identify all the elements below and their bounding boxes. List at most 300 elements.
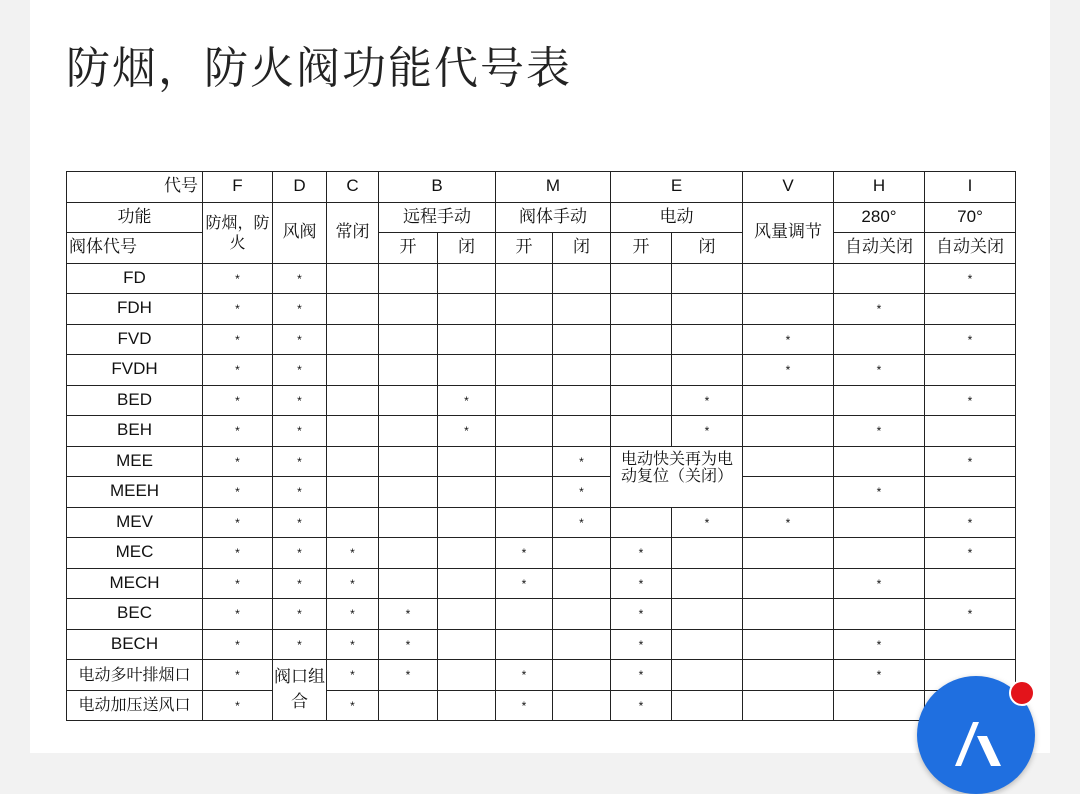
cell-i xyxy=(925,568,1016,599)
star-mark: * xyxy=(967,332,973,347)
star-mark: * xyxy=(638,637,644,652)
e-note-cell: 电动快关再为电动复位（关闭） xyxy=(611,446,743,507)
cell-h xyxy=(834,385,925,416)
row-code: MEC xyxy=(67,538,203,569)
cell-m-close xyxy=(553,629,611,660)
cell-b-close xyxy=(438,507,496,538)
cell-h xyxy=(834,538,925,569)
e-close: 闭 xyxy=(672,233,743,264)
code-label: 代号 xyxy=(67,172,203,203)
cell-b-close xyxy=(438,294,496,325)
cell-i xyxy=(925,538,1016,569)
star-mark: * xyxy=(967,271,973,286)
cell-m-close xyxy=(553,568,611,599)
row-code: BECH xyxy=(67,629,203,660)
row-code: FVD xyxy=(67,324,203,355)
star-mark: * xyxy=(235,515,240,530)
cell-h xyxy=(834,629,925,660)
star-mark: * xyxy=(967,454,973,469)
star-mark: * xyxy=(704,393,710,408)
cell-c xyxy=(327,568,379,599)
cell-i xyxy=(925,599,1016,630)
star-mark: * xyxy=(297,607,302,622)
cell-c xyxy=(327,477,379,508)
star-mark: * xyxy=(785,332,791,347)
table-row xyxy=(67,416,1016,447)
cell-d xyxy=(273,568,327,599)
cell-v xyxy=(743,477,834,508)
row-code: 电动多叶排烟口 xyxy=(67,660,203,691)
cell-b-open xyxy=(379,660,438,691)
star-mark: * xyxy=(704,424,710,439)
star-mark: * xyxy=(638,546,644,561)
cell-f xyxy=(203,477,273,508)
header-row-functions xyxy=(67,202,1016,233)
cell-h xyxy=(834,660,925,691)
cell-d xyxy=(273,294,327,325)
star-mark: * xyxy=(235,485,240,500)
cell-d xyxy=(273,263,327,294)
cell-d xyxy=(273,416,327,447)
cell-v xyxy=(743,263,834,294)
cell-i xyxy=(925,324,1016,355)
function-D: 风阀 xyxy=(273,202,327,263)
star-mark: * xyxy=(297,302,302,317)
cell-m-close xyxy=(553,507,611,538)
star-mark: * xyxy=(638,576,644,591)
star-mark: * xyxy=(297,393,302,408)
function-M: 阀体手动 xyxy=(496,202,611,233)
cell-d xyxy=(273,324,327,355)
star-mark: * xyxy=(297,485,302,500)
function-C: 常闭 xyxy=(327,202,379,263)
cell-c xyxy=(327,263,379,294)
cell-b-close xyxy=(438,538,496,569)
d-merged-cell: 阀口组合 xyxy=(273,660,327,721)
star-mark: * xyxy=(297,271,302,286)
cell-b-open xyxy=(379,294,438,325)
cell-c xyxy=(327,599,379,630)
code-H: H xyxy=(834,172,925,203)
cell-m-open xyxy=(496,568,553,599)
code-I: I xyxy=(925,172,1016,203)
star-mark: * xyxy=(350,668,355,683)
code-C: C xyxy=(327,172,379,203)
cell-h xyxy=(834,599,925,630)
cell-f xyxy=(203,538,273,569)
notification-dot xyxy=(1009,680,1035,706)
cell-e-close xyxy=(672,538,743,569)
star-mark: * xyxy=(235,607,240,622)
table-row xyxy=(67,324,1016,355)
cell-v xyxy=(743,507,834,538)
cell-m-close xyxy=(553,385,611,416)
cell-m-open xyxy=(496,538,553,569)
cell-e-close xyxy=(672,599,743,630)
cell-c xyxy=(327,690,379,721)
cell-h xyxy=(834,690,925,721)
cell-c xyxy=(327,660,379,691)
star-mark: * xyxy=(235,454,240,469)
b-close: 闭 xyxy=(438,233,496,264)
cell-h xyxy=(834,568,925,599)
row-code: BEC xyxy=(67,599,203,630)
cell-e-close xyxy=(672,568,743,599)
cell-b-close xyxy=(438,568,496,599)
star-mark: * xyxy=(297,332,302,347)
cell-b-close xyxy=(438,263,496,294)
cell-i xyxy=(925,507,1016,538)
star-mark: * xyxy=(235,576,240,591)
row-code: MECH xyxy=(67,568,203,599)
m-open: 开 xyxy=(496,233,553,264)
star-mark: * xyxy=(638,668,644,683)
i-auto-close: 自动关闭 xyxy=(925,233,1016,264)
cell-e-open xyxy=(611,629,672,660)
star-mark: * xyxy=(350,637,355,652)
row-code: FDH xyxy=(67,294,203,325)
star-mark: * xyxy=(297,546,302,561)
cell-d xyxy=(273,599,327,630)
cell-e-open xyxy=(611,660,672,691)
function-H: 280° xyxy=(834,202,925,233)
cell-v xyxy=(743,294,834,325)
cell-i xyxy=(925,477,1016,508)
table-row xyxy=(67,294,1016,325)
table-row xyxy=(67,263,1016,294)
cell-h xyxy=(834,263,925,294)
cell-b-close xyxy=(438,660,496,691)
cell-e-close xyxy=(672,507,743,538)
star-mark: * xyxy=(521,576,527,591)
cell-m-open xyxy=(496,690,553,721)
star-mark: * xyxy=(235,302,240,317)
star-mark: * xyxy=(638,607,644,622)
cell-e-open xyxy=(611,599,672,630)
cell-e-close xyxy=(672,294,743,325)
cell-e-close xyxy=(672,660,743,691)
row-code: 电动加压送风口 xyxy=(67,690,203,721)
cell-c xyxy=(327,538,379,569)
star-mark: * xyxy=(297,424,302,439)
star-mark: * xyxy=(405,668,411,683)
cell-e-close xyxy=(672,324,743,355)
cell-e-open xyxy=(611,324,672,355)
star-mark: * xyxy=(876,637,882,652)
cell-i xyxy=(925,294,1016,325)
cell-f xyxy=(203,660,273,691)
cell-m-open xyxy=(496,629,553,660)
table-row xyxy=(67,385,1016,416)
star-mark: * xyxy=(579,485,584,500)
star-mark: * xyxy=(579,515,584,530)
cell-f xyxy=(203,294,273,325)
cell-v xyxy=(743,324,834,355)
cell-e-open xyxy=(611,690,672,721)
cell-v xyxy=(743,660,834,691)
star-mark: * xyxy=(876,485,882,500)
cell-e-open xyxy=(611,294,672,325)
star-mark: * xyxy=(464,424,469,439)
cell-b-open xyxy=(379,477,438,508)
cell-b-open xyxy=(379,385,438,416)
cell-v xyxy=(743,629,834,660)
cell-m-close xyxy=(553,416,611,447)
star-mark: * xyxy=(967,546,973,561)
star-mark: * xyxy=(876,302,882,317)
cell-d xyxy=(273,355,327,386)
cell-d xyxy=(273,507,327,538)
cell-v xyxy=(743,538,834,569)
star-mark: * xyxy=(235,546,240,561)
b-open: 开 xyxy=(379,233,438,264)
cell-f xyxy=(203,690,273,721)
star-mark: * xyxy=(405,607,411,622)
cell-d xyxy=(273,538,327,569)
cell-e-open xyxy=(611,538,672,569)
cell-c xyxy=(327,416,379,447)
row-code: MEV xyxy=(67,507,203,538)
cell-m-close xyxy=(553,538,611,569)
cell-c xyxy=(327,324,379,355)
cell-b-close xyxy=(438,416,496,447)
star-mark: * xyxy=(521,698,527,713)
cell-b-close xyxy=(438,324,496,355)
cell-v xyxy=(743,355,834,386)
cell-c xyxy=(327,629,379,660)
cell-f xyxy=(203,629,273,660)
star-mark: * xyxy=(464,393,469,408)
cell-f xyxy=(203,568,273,599)
cell-e-open xyxy=(611,385,672,416)
cell-m-close xyxy=(553,477,611,508)
star-mark: * xyxy=(235,637,240,652)
cell-m-open xyxy=(496,324,553,355)
cell-i xyxy=(925,416,1016,447)
star-mark: * xyxy=(521,546,527,561)
code-V: V xyxy=(743,172,834,203)
cell-f xyxy=(203,324,273,355)
table-row xyxy=(67,355,1016,386)
cell-e-open xyxy=(611,416,672,447)
star-mark: * xyxy=(297,637,302,652)
cell-v xyxy=(743,416,834,447)
cell-v xyxy=(743,385,834,416)
star-mark: * xyxy=(638,698,644,713)
cell-h xyxy=(834,324,925,355)
cell-b-open xyxy=(379,324,438,355)
cell-b-open xyxy=(379,629,438,660)
star-mark: * xyxy=(876,668,882,683)
table-row xyxy=(67,538,1016,569)
cell-m-open xyxy=(496,507,553,538)
cell-d xyxy=(273,385,327,416)
cell-m-open xyxy=(496,416,553,447)
body-code-label: 阀体代号 xyxy=(67,233,203,264)
star-mark: * xyxy=(521,668,527,683)
cell-f xyxy=(203,416,273,447)
cell-e-open xyxy=(611,568,672,599)
cell-e-open xyxy=(611,507,672,538)
cell-e-close xyxy=(672,355,743,386)
cell-m-close xyxy=(553,324,611,355)
cell-b-open xyxy=(379,690,438,721)
cell-d xyxy=(273,477,327,508)
cell-c xyxy=(327,294,379,325)
cell-b-open xyxy=(379,355,438,386)
function-I: 70° xyxy=(925,202,1016,233)
cell-f xyxy=(203,507,273,538)
code-F: F xyxy=(203,172,273,203)
cell-b-open xyxy=(379,599,438,630)
row-code: FVDH xyxy=(67,355,203,386)
cell-h xyxy=(834,294,925,325)
cell-e-open xyxy=(611,355,672,386)
table-row xyxy=(67,660,1016,691)
cell-v xyxy=(743,568,834,599)
star-mark: * xyxy=(876,363,882,378)
cell-f xyxy=(203,599,273,630)
cell-b-close xyxy=(438,599,496,630)
cell-d xyxy=(273,629,327,660)
cell-f xyxy=(203,263,273,294)
cell-b-close xyxy=(438,446,496,477)
table-row xyxy=(67,507,1016,538)
cell-c xyxy=(327,385,379,416)
cell-v xyxy=(743,690,834,721)
table-row xyxy=(67,446,1016,477)
cell-e-close xyxy=(672,416,743,447)
cell-b-open xyxy=(379,538,438,569)
row-code: MEE xyxy=(67,446,203,477)
cell-m-open xyxy=(496,263,553,294)
star-mark: * xyxy=(405,637,411,652)
cell-b-open xyxy=(379,263,438,294)
star-mark: * xyxy=(350,698,355,713)
cell-m-open xyxy=(496,385,553,416)
cell-f xyxy=(203,446,273,477)
star-mark: * xyxy=(297,363,302,378)
cell-c xyxy=(327,507,379,538)
cell-m-close xyxy=(553,263,611,294)
star-mark: * xyxy=(235,698,240,713)
code-B: B xyxy=(379,172,496,203)
star-mark: * xyxy=(235,393,240,408)
cell-v xyxy=(743,599,834,630)
cell-m-open xyxy=(496,355,553,386)
code-E: E xyxy=(611,172,743,203)
star-mark: * xyxy=(785,515,791,530)
star-mark: * xyxy=(235,363,240,378)
row-code: MEEH xyxy=(67,477,203,508)
row-code: FD xyxy=(67,263,203,294)
code-M: M xyxy=(496,172,611,203)
cell-m-open xyxy=(496,294,553,325)
cell-e-close xyxy=(672,690,743,721)
cell-b-close xyxy=(438,690,496,721)
cell-i xyxy=(925,263,1016,294)
h-auto-close: 自动关闭 xyxy=(834,233,925,264)
cell-f xyxy=(203,385,273,416)
e-open: 开 xyxy=(611,233,672,264)
cell-m-close xyxy=(553,446,611,477)
star-mark: * xyxy=(235,668,240,683)
star-mark: * xyxy=(579,454,584,469)
table-row xyxy=(67,477,1016,508)
cell-b-open xyxy=(379,416,438,447)
star-mark: * xyxy=(876,576,882,591)
code-D: D xyxy=(273,172,327,203)
cell-m-close xyxy=(553,690,611,721)
table-row xyxy=(67,690,1016,721)
star-mark: * xyxy=(350,607,355,622)
cell-b-open xyxy=(379,568,438,599)
cell-f xyxy=(203,355,273,386)
cell-m-close xyxy=(553,660,611,691)
star-mark: * xyxy=(235,332,240,347)
function-B: 远程手动 xyxy=(379,202,496,233)
cell-m-open xyxy=(496,660,553,691)
cell-h xyxy=(834,446,925,477)
table-row xyxy=(67,599,1016,630)
function-E: 电动 xyxy=(611,202,743,233)
cell-b-close xyxy=(438,355,496,386)
cell-e-close xyxy=(672,629,743,660)
cell-b-close xyxy=(438,385,496,416)
cell-h xyxy=(834,507,925,538)
cell-h xyxy=(834,477,925,508)
star-mark: * xyxy=(785,363,791,378)
cell-m-close xyxy=(553,294,611,325)
cell-v xyxy=(743,446,834,477)
function-F: 防烟，防火 xyxy=(203,202,273,263)
cell-m-close xyxy=(553,355,611,386)
function-label: 功能 xyxy=(67,202,203,233)
cell-m-close xyxy=(553,599,611,630)
cell-i xyxy=(925,355,1016,386)
star-mark: * xyxy=(235,271,240,286)
m-close: 闭 xyxy=(553,233,611,264)
table-row xyxy=(67,629,1016,660)
star-mark: * xyxy=(967,393,973,408)
cell-h xyxy=(834,355,925,386)
cell-b-close xyxy=(438,477,496,508)
star-mark: * xyxy=(297,576,302,591)
cell-b-open xyxy=(379,507,438,538)
cell-i xyxy=(925,385,1016,416)
cell-b-close xyxy=(438,629,496,660)
cell-h xyxy=(834,416,925,447)
star-mark: * xyxy=(350,576,355,591)
cell-e-close xyxy=(672,385,743,416)
cell-c xyxy=(327,355,379,386)
star-mark: * xyxy=(704,515,710,530)
header-row-codes xyxy=(67,172,1016,203)
star-mark: * xyxy=(967,515,973,530)
star-mark: * xyxy=(876,424,882,439)
cell-e-close xyxy=(672,263,743,294)
star-mark: * xyxy=(967,607,973,622)
cell-m-open xyxy=(496,446,553,477)
star-mark: * xyxy=(350,546,355,561)
page-title: 防烟，防火阀功能代号表 xyxy=(66,43,572,94)
cell-m-open xyxy=(496,477,553,508)
cell-b-open xyxy=(379,446,438,477)
table-row xyxy=(67,568,1016,599)
star-mark: * xyxy=(235,424,240,439)
cell-i xyxy=(925,446,1016,477)
cell-m-open xyxy=(496,599,553,630)
